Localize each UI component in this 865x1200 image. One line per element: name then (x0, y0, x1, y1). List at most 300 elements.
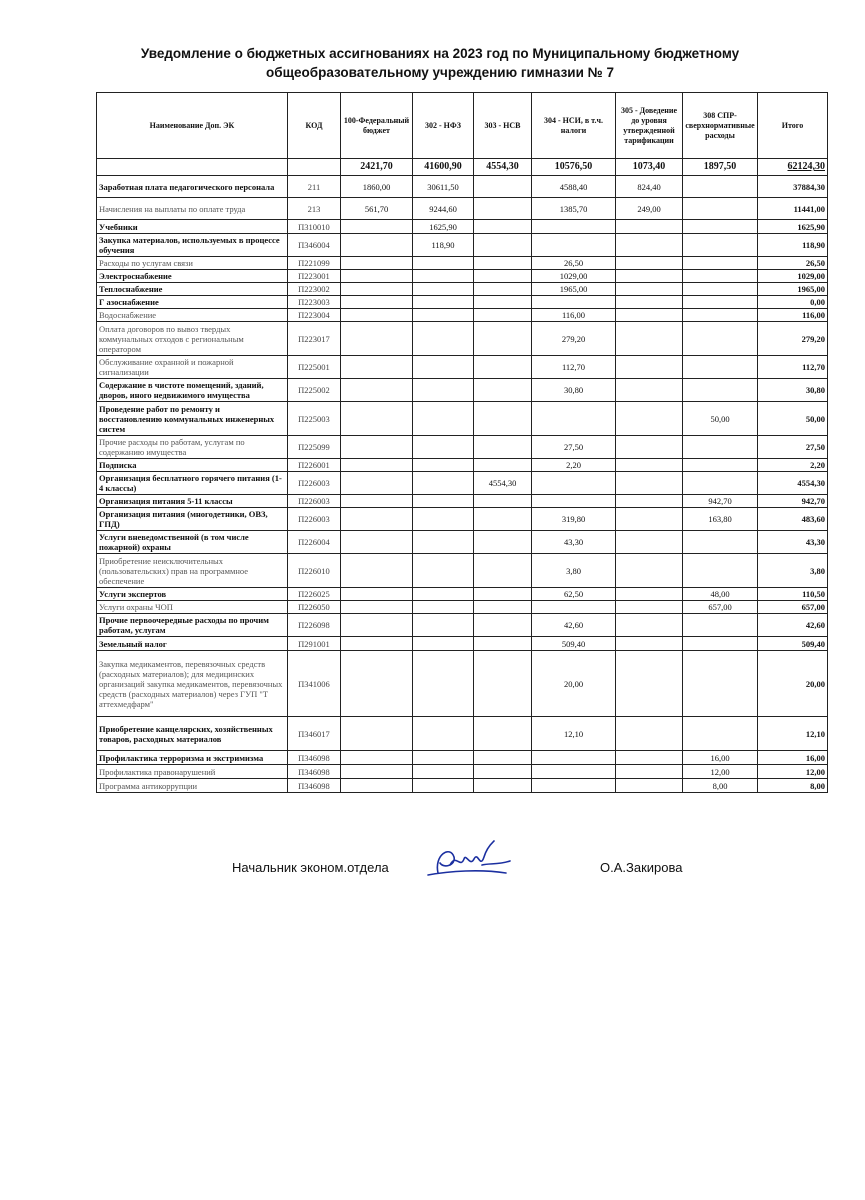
row-c100 (341, 436, 413, 459)
row-c308 (683, 379, 758, 402)
row-total: 112,70 (758, 356, 828, 379)
row-c304 (532, 495, 616, 508)
row-c304 (532, 601, 616, 614)
row-name: Услуги вневедомственной (в том числе пожарной) охраны (97, 531, 288, 554)
row-c302 (413, 459, 474, 472)
row-c304: 116,00 (532, 309, 616, 322)
row-c305 (616, 379, 683, 402)
row-total: 11441,00 (758, 198, 828, 220)
table-row (97, 531, 828, 554)
table-row (97, 765, 828, 779)
row-name: Учебники (97, 220, 288, 234)
row-c304: 3,80 (532, 554, 616, 588)
row-c305 (616, 322, 683, 356)
row-name: Организация питания (многодетники, ОВЗ, ГПД) (97, 508, 288, 531)
row-c302 (413, 322, 474, 356)
row-c302 (413, 257, 474, 270)
row-c303: 4554,30 (474, 472, 532, 495)
row-c305 (616, 765, 683, 779)
totals-name (97, 159, 288, 176)
row-code: П223003 (288, 296, 341, 309)
document-title (120, 44, 760, 82)
row-c100 (341, 402, 413, 436)
row-c308: 657,00 (683, 601, 758, 614)
row-c304 (532, 751, 616, 765)
row-c100 (341, 309, 413, 322)
row-name: Услуги экспертов (97, 588, 288, 601)
table-row (97, 495, 828, 508)
row-name: Приобретение канцелярских, хозяйственных товаров, расходных материалов (97, 717, 288, 751)
row-c303 (474, 459, 532, 472)
row-c100 (341, 588, 413, 601)
row-name: Содержание в чистоте помещений, зданий, дворов, иного недвижимого имущества (97, 379, 288, 402)
header-c308: 308 СПР-сверхнормативные расходы (683, 93, 758, 159)
row-c302: 1625,90 (413, 220, 474, 234)
row-c303 (474, 270, 532, 283)
table-row (97, 234, 828, 257)
row-c308 (683, 296, 758, 309)
row-c308 (683, 283, 758, 296)
row-c303 (474, 765, 532, 779)
row-name: Проведение работ по ремонту и восстановлению коммунальных инженерных систем (97, 402, 288, 436)
row-c303 (474, 309, 532, 322)
row-c304: 62,50 (532, 588, 616, 601)
row-c308 (683, 198, 758, 220)
row-total: 1965,00 (758, 283, 828, 296)
row-c303 (474, 257, 532, 270)
row-c305 (616, 531, 683, 554)
row-c308 (683, 637, 758, 651)
row-c302 (413, 765, 474, 779)
table-row (97, 356, 828, 379)
row-c304 (532, 234, 616, 257)
table-row (97, 283, 828, 296)
row-c302 (413, 637, 474, 651)
table-row (97, 614, 828, 637)
table-row (97, 472, 828, 495)
row-c305 (616, 637, 683, 651)
row-total: 12,10 (758, 717, 828, 751)
row-c304: 1029,00 (532, 270, 616, 283)
row-name: Обслуживание охранной и пожарной сигнализации (97, 356, 288, 379)
row-total: 12,00 (758, 765, 828, 779)
table-row (97, 554, 828, 588)
table-row (97, 379, 828, 402)
row-c100 (341, 717, 413, 751)
row-total: 2,20 (758, 459, 828, 472)
row-c308 (683, 531, 758, 554)
row-c304: 30,80 (532, 379, 616, 402)
row-c304 (532, 402, 616, 436)
row-c308 (683, 651, 758, 717)
totals-c308: 1897,50 (683, 159, 758, 176)
row-total: 37884,30 (758, 176, 828, 198)
row-c100 (341, 296, 413, 309)
table-row (97, 588, 828, 601)
table-row (97, 220, 828, 234)
row-c100 (341, 356, 413, 379)
row-name: Г азоснабжение (97, 296, 288, 309)
row-c308 (683, 176, 758, 198)
row-code: П341006 (288, 651, 341, 717)
row-name: Начисления на выплаты по оплате труда (97, 198, 288, 220)
row-total: 43,30 (758, 531, 828, 554)
row-total: 30,80 (758, 379, 828, 402)
row-c303 (474, 283, 532, 296)
row-total: 8,00 (758, 779, 828, 793)
row-c302 (413, 296, 474, 309)
row-total: 942,70 (758, 495, 828, 508)
row-c304: 43,30 (532, 531, 616, 554)
row-c302 (413, 270, 474, 283)
row-c303 (474, 220, 532, 234)
row-c305 (616, 779, 683, 793)
row-c304 (532, 296, 616, 309)
row-c100 (341, 765, 413, 779)
row-code: П346098 (288, 779, 341, 793)
row-c100 (341, 651, 413, 717)
row-c303 (474, 402, 532, 436)
row-name: Приобретение неисключительных (пользовательских) прав на программное обеспечение (97, 554, 288, 588)
row-c100: 561,70 (341, 198, 413, 220)
row-c303 (474, 322, 532, 356)
row-c305 (616, 554, 683, 588)
row-c100 (341, 508, 413, 531)
row-c302 (413, 588, 474, 601)
row-c304: 27,50 (532, 436, 616, 459)
header-c305: 305 - Доведение до уровня утвержденной тарификации (616, 93, 683, 159)
row-name: Теплоснабжение (97, 283, 288, 296)
row-code: П346017 (288, 717, 341, 751)
row-c305 (616, 220, 683, 234)
row-c308 (683, 436, 758, 459)
row-c304 (532, 765, 616, 779)
row-c302: 118,90 (413, 234, 474, 257)
row-name: Прочие первоочередные расходы по прочим работам, услугам (97, 614, 288, 637)
row-c304: 1965,00 (532, 283, 616, 296)
row-c305 (616, 402, 683, 436)
row-c302: 30611,50 (413, 176, 474, 198)
row-c303 (474, 379, 532, 402)
row-c302 (413, 751, 474, 765)
signatory-position: Начальник эконом.отдела (232, 860, 389, 875)
row-c302 (413, 717, 474, 751)
row-c100 (341, 554, 413, 588)
totals-code (288, 159, 341, 176)
row-name: Организация бесплатного горячего питания (1-4 классы) (97, 472, 288, 495)
row-total: 3,80 (758, 554, 828, 588)
row-total: 4554,30 (758, 472, 828, 495)
budget-table (96, 92, 828, 793)
row-c304 (532, 220, 616, 234)
row-c308 (683, 554, 758, 588)
row-c308 (683, 356, 758, 379)
row-c100 (341, 283, 413, 296)
row-name: Земельный налог (97, 637, 288, 651)
row-code: П225003 (288, 402, 341, 436)
row-c303 (474, 198, 532, 220)
row-total: 16,00 (758, 751, 828, 765)
row-total: 1029,00 (758, 270, 828, 283)
row-total: 1625,90 (758, 220, 828, 234)
row-total: 26,50 (758, 257, 828, 270)
row-c302 (413, 508, 474, 531)
row-c303 (474, 779, 532, 793)
row-c308: 50,00 (683, 402, 758, 436)
table-row (97, 508, 828, 531)
row-c308 (683, 459, 758, 472)
row-c100 (341, 322, 413, 356)
row-name: Расходы по услугам связи (97, 257, 288, 270)
row-c308: 163,80 (683, 508, 758, 531)
row-code: П223017 (288, 322, 341, 356)
row-c302 (413, 436, 474, 459)
table-row (97, 717, 828, 751)
row-c100 (341, 531, 413, 554)
row-c305 (616, 601, 683, 614)
row-code: 211 (288, 176, 341, 198)
row-c100 (341, 637, 413, 651)
row-total: 110,50 (758, 588, 828, 601)
table-row (97, 270, 828, 283)
header-c302: 302 - НФЗ (413, 93, 474, 159)
row-name: Подписка (97, 459, 288, 472)
row-c305 (616, 234, 683, 257)
row-code: П226003 (288, 508, 341, 531)
totals-c304: 10576,50 (532, 159, 616, 176)
row-total: 42,60 (758, 614, 828, 637)
row-c308: 942,70 (683, 495, 758, 508)
row-c308 (683, 322, 758, 356)
row-code: П346098 (288, 765, 341, 779)
title-line-1: Уведомление о бюджетных ассигнованиях на 2023 год по Муниципальному бюджетному (140, 46, 740, 61)
row-c302 (413, 379, 474, 402)
row-c302 (413, 495, 474, 508)
header-c100: 100-Федеральный бюджет (341, 93, 413, 159)
row-c308 (683, 309, 758, 322)
row-code: П223002 (288, 283, 341, 296)
row-code: П226001 (288, 459, 341, 472)
row-name: Прочие расходы по работам, услугам по содержанию имущества (97, 436, 288, 459)
table-row (97, 459, 828, 472)
table-row (97, 779, 828, 793)
row-c100 (341, 601, 413, 614)
row-total: 118,90 (758, 234, 828, 257)
row-c305 (616, 717, 683, 751)
row-c100 (341, 234, 413, 257)
row-c304: 20,00 (532, 651, 616, 717)
table-row (97, 402, 828, 436)
row-c100 (341, 257, 413, 270)
row-c304: 42,60 (532, 614, 616, 637)
row-c305 (616, 356, 683, 379)
row-c302 (413, 779, 474, 793)
row-code: П226025 (288, 588, 341, 601)
row-c100 (341, 779, 413, 793)
row-c302 (413, 472, 474, 495)
row-total: 50,00 (758, 402, 828, 436)
row-c308 (683, 234, 758, 257)
row-c304: 279,20 (532, 322, 616, 356)
row-code: П310010 (288, 220, 341, 234)
row-c303 (474, 436, 532, 459)
row-c308: 8,00 (683, 779, 758, 793)
row-c100 (341, 270, 413, 283)
row-c308: 16,00 (683, 751, 758, 765)
row-c302 (413, 614, 474, 637)
row-code: П346098 (288, 751, 341, 765)
totals-c302: 41600,90 (413, 159, 474, 176)
row-total: 116,00 (758, 309, 828, 322)
row-c305 (616, 751, 683, 765)
row-c100: 1860,00 (341, 176, 413, 198)
row-c303 (474, 717, 532, 751)
row-c302 (413, 651, 474, 717)
row-c308 (683, 270, 758, 283)
header-name: Наименование Доп. ЭК (97, 93, 288, 159)
row-c304: 509,40 (532, 637, 616, 651)
row-c305 (616, 283, 683, 296)
row-c305 (616, 508, 683, 531)
row-c304: 1385,70 (532, 198, 616, 220)
row-c100 (341, 379, 413, 402)
row-name: Услуги охраны ЧОП (97, 601, 288, 614)
row-code: П226003 (288, 495, 341, 508)
row-c302 (413, 283, 474, 296)
row-c302 (413, 531, 474, 554)
row-name: Профилактика правонарушений (97, 765, 288, 779)
table-row (97, 651, 828, 717)
row-c303 (474, 651, 532, 717)
row-c308 (683, 614, 758, 637)
row-c304: 4588,40 (532, 176, 616, 198)
row-c302 (413, 601, 474, 614)
row-c302 (413, 356, 474, 379)
row-c303 (474, 554, 532, 588)
header-c304: 304 - НСИ, в т.ч. налоги (532, 93, 616, 159)
row-code: П226003 (288, 472, 341, 495)
header-total: Итого (758, 93, 828, 159)
row-c303 (474, 637, 532, 651)
row-c304: 12,10 (532, 717, 616, 751)
row-total: 483,60 (758, 508, 828, 531)
row-code: П223004 (288, 309, 341, 322)
row-c303 (474, 234, 532, 257)
row-c303 (474, 614, 532, 637)
row-c100 (341, 614, 413, 637)
row-c305 (616, 436, 683, 459)
table-row (97, 637, 828, 651)
row-code: 213 (288, 198, 341, 220)
table-row (97, 601, 828, 614)
row-name: Оплата договоров по вывоз твердых коммунальных отходов с региональным оператором (97, 322, 288, 356)
row-c304: 112,70 (532, 356, 616, 379)
row-c308 (683, 472, 758, 495)
row-total: 0,00 (758, 296, 828, 309)
row-c100 (341, 472, 413, 495)
row-c303 (474, 588, 532, 601)
row-code: П226098 (288, 614, 341, 637)
row-c304: 319,80 (532, 508, 616, 531)
table-header-row (97, 93, 828, 159)
row-name: Заработная плата педагогического персонала (97, 176, 288, 198)
row-c303 (474, 495, 532, 508)
row-name: Закупка материалов, используемых в процессе обучения (97, 234, 288, 257)
row-c308 (683, 257, 758, 270)
totals-c100: 2421,70 (341, 159, 413, 176)
row-c305: 249,00 (616, 198, 683, 220)
row-code: П346004 (288, 234, 341, 257)
row-c303 (474, 176, 532, 198)
signature-image (420, 835, 520, 885)
row-c303 (474, 508, 532, 531)
table-row (97, 309, 828, 322)
row-c308: 48,00 (683, 588, 758, 601)
row-code: П226004 (288, 531, 341, 554)
row-code: П225001 (288, 356, 341, 379)
row-c303 (474, 531, 532, 554)
row-c100 (341, 459, 413, 472)
row-c302: 9244,60 (413, 198, 474, 220)
row-c305: 824,40 (616, 176, 683, 198)
row-total: 509,40 (758, 637, 828, 651)
row-c100 (341, 495, 413, 508)
row-c305 (616, 495, 683, 508)
row-code: П225099 (288, 436, 341, 459)
table-row (97, 198, 828, 220)
row-code: П291001 (288, 637, 341, 651)
row-c304: 26,50 (532, 257, 616, 270)
row-total: 20,00 (758, 651, 828, 717)
row-c100 (341, 751, 413, 765)
row-c305 (616, 296, 683, 309)
row-c308: 12,00 (683, 765, 758, 779)
row-c302 (413, 309, 474, 322)
row-c302 (413, 402, 474, 436)
row-c304 (532, 472, 616, 495)
row-c305 (616, 270, 683, 283)
row-name: Электроснабжение (97, 270, 288, 283)
row-name: Программа антикоррупции (97, 779, 288, 793)
row-c305 (616, 257, 683, 270)
row-c308 (683, 717, 758, 751)
header-c303: 303 - НСВ (474, 93, 532, 159)
row-name: Водоснабжение (97, 309, 288, 322)
row-code: П226010 (288, 554, 341, 588)
header-code: КОД (288, 93, 341, 159)
row-c100 (341, 220, 413, 234)
row-c305 (616, 472, 683, 495)
table-row (97, 751, 828, 765)
totals-c303: 4554,30 (474, 159, 532, 176)
row-c302 (413, 554, 474, 588)
table-row (97, 322, 828, 356)
table-row (97, 257, 828, 270)
row-name: Закупка медикаментов, перевязочных средств (расходных материалов); для медицинских организаций закупка медикаментов, перевязочных средств (расходных материалов) через ГУП "Т аттехмедфарм" (97, 651, 288, 717)
table-row (97, 176, 828, 198)
signatory-name: О.А.Закирова (600, 860, 683, 875)
totals-row (97, 159, 828, 176)
row-c303 (474, 751, 532, 765)
row-c305 (616, 614, 683, 637)
row-c305 (616, 459, 683, 472)
row-c304 (532, 779, 616, 793)
row-c303 (474, 356, 532, 379)
row-name: Организация питания 5-11 классы (97, 495, 288, 508)
table-row (97, 436, 828, 459)
row-total: 27,50 (758, 436, 828, 459)
row-c303 (474, 296, 532, 309)
